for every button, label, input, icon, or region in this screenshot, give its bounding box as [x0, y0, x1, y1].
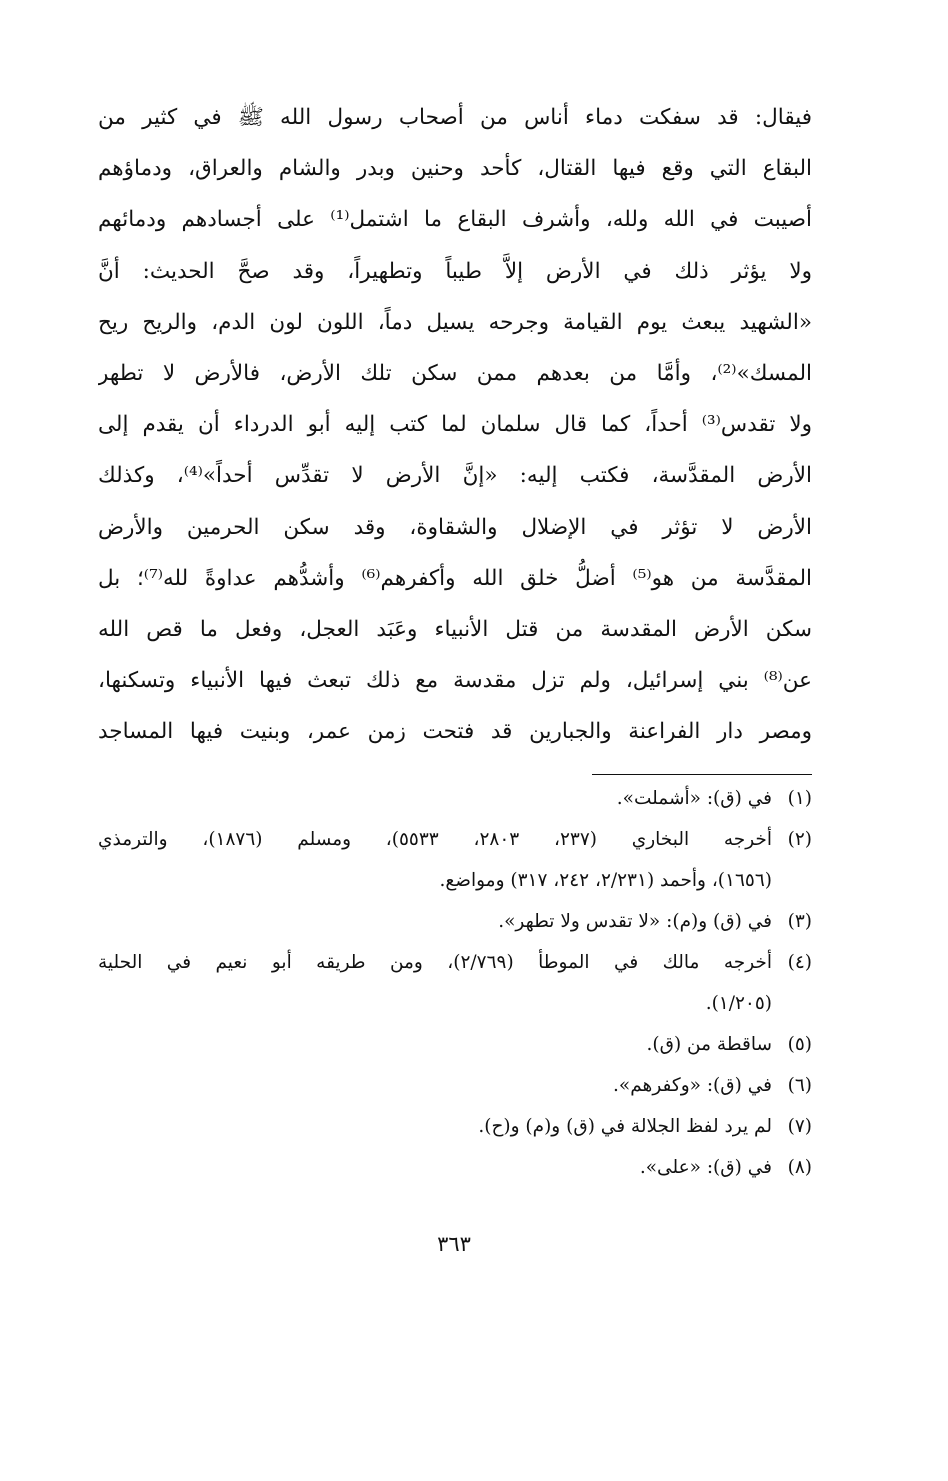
- footnote-separator: [592, 774, 812, 775]
- footnote-text: في (ق): «أشملت».: [616, 788, 772, 809]
- footnote-number: (٣): [787, 911, 812, 932]
- footnote-text: أخرجه مالك في الموطأ (٢/٧٦٩)، ومن طريقه أبو نعيم في الحلية: [98, 952, 772, 973]
- footnote: [98, 819, 812, 901]
- footnote: [98, 1024, 812, 1065]
- footnote-number: (٥): [787, 1034, 812, 1055]
- footnote-text: في (ق) و(م): «لا تقدس ولا تطهر».: [498, 911, 772, 932]
- text-line: أصيبت في الله ولله، وأشرف البقاع ما اشتمل⁽¹⁾ على أجسادهم ودمائهم: [98, 207, 812, 233]
- footnote-number: (٤): [787, 952, 812, 973]
- text-line: المسك»⁽²⁾، وأمَّا من بعدهم ممن سكن تلك الأرض، فالأرض لا تطهر: [98, 360, 812, 386]
- footnote: [98, 942, 812, 1024]
- text-line: المقدَّسة من هو⁽⁵⁾ أضلُّ خلق الله وأكفرهم⁽⁶⁾ وأشدُّهم عداوةً لله⁽⁷⁾؛ بل: [98, 565, 812, 591]
- footnote-number: (٦): [787, 1075, 812, 1096]
- footnote-text: (١/٢٠٥).: [705, 993, 772, 1014]
- footnote-number: (١): [787, 788, 812, 809]
- main-text: [98, 92, 812, 757]
- footnote-text: في (ق): «على».: [639, 1157, 772, 1178]
- footnote: [98, 901, 812, 942]
- footnote-text: في (ق): «وكفرهم».: [613, 1075, 772, 1096]
- text-line: ولا يؤثر ذلك في الأرض إلاَّ طيباً وتطهيراً، وقد صحَّ الحديث: أنَّ: [98, 258, 812, 284]
- text-line: فيقال: قد سفكت دماء أناس من أصحاب رسول الله ﷺ في كثير من: [98, 105, 812, 130]
- footnote: [98, 1147, 812, 1188]
- text-line: البقاع التي وقع فيها القتال، كأحد وحنين وبدر والشام والعراق، ودماؤهم: [98, 156, 812, 182]
- footnote-number: (٧): [787, 1116, 812, 1137]
- footnote-number: (٨): [787, 1157, 812, 1178]
- text-line: الأرض المقدَّسة، فكتب إليه: «إنَّ الأرض لا تقدِّس أحداً»⁽⁴⁾، وكذلك: [98, 463, 812, 489]
- text-line: ومصر دار الفراعنة والجبارين قد فتحت زمن عمر، وبنيت فيها المساجد: [98, 719, 812, 745]
- text-line: الأرض لا تؤثر في الإضلال والشقاوة، وقد سكن الحرمين والأرض: [98, 514, 812, 540]
- footnote-number: (٢): [787, 829, 812, 850]
- text-line: سكن الأرض المقدسة من قتل الأنبياء وعَبَد العجل، وفعل ما قص الله: [98, 616, 812, 642]
- footnote: [98, 778, 812, 819]
- footnote-text: (١٦٥٦)، وأحمد (٢/٢٣١، ٢٤٢، ٣١٧) ومواضع.: [439, 870, 772, 891]
- text-line: ولا تقدس⁽³⁾ أحداً، كما قال سلمان لما كتب إليه أبو الدرداء أن يقدم إلى: [98, 412, 812, 438]
- text-line: عن⁽⁸⁾ بني إسرائيل، ولم تزل مقدسة مع ذلك تبعث فيها الأنبياء وتسكنها،: [98, 668, 812, 694]
- footnote: [98, 1065, 812, 1106]
- footnote-text: أخرجه البخاري (٢٣٧، ٢٨٠٣، ٥٥٣٣)، ومسلم (١٨٧٦)، والترمذي: [98, 829, 772, 850]
- footnotes: [98, 778, 812, 1188]
- footnote: [98, 1106, 812, 1147]
- footnote-text: لم يرد لفظ الجلالة في (ق) و(م) و(ح).: [478, 1116, 772, 1137]
- page-number: ٣٦٣: [437, 1232, 471, 1256]
- footnote-text: ساقطة من (ق).: [646, 1034, 772, 1055]
- text-line: «الشهيد يبعث يوم القيامة وجرحه يسيل دماً، اللون لون الدم، والريح ريح: [98, 309, 812, 335]
